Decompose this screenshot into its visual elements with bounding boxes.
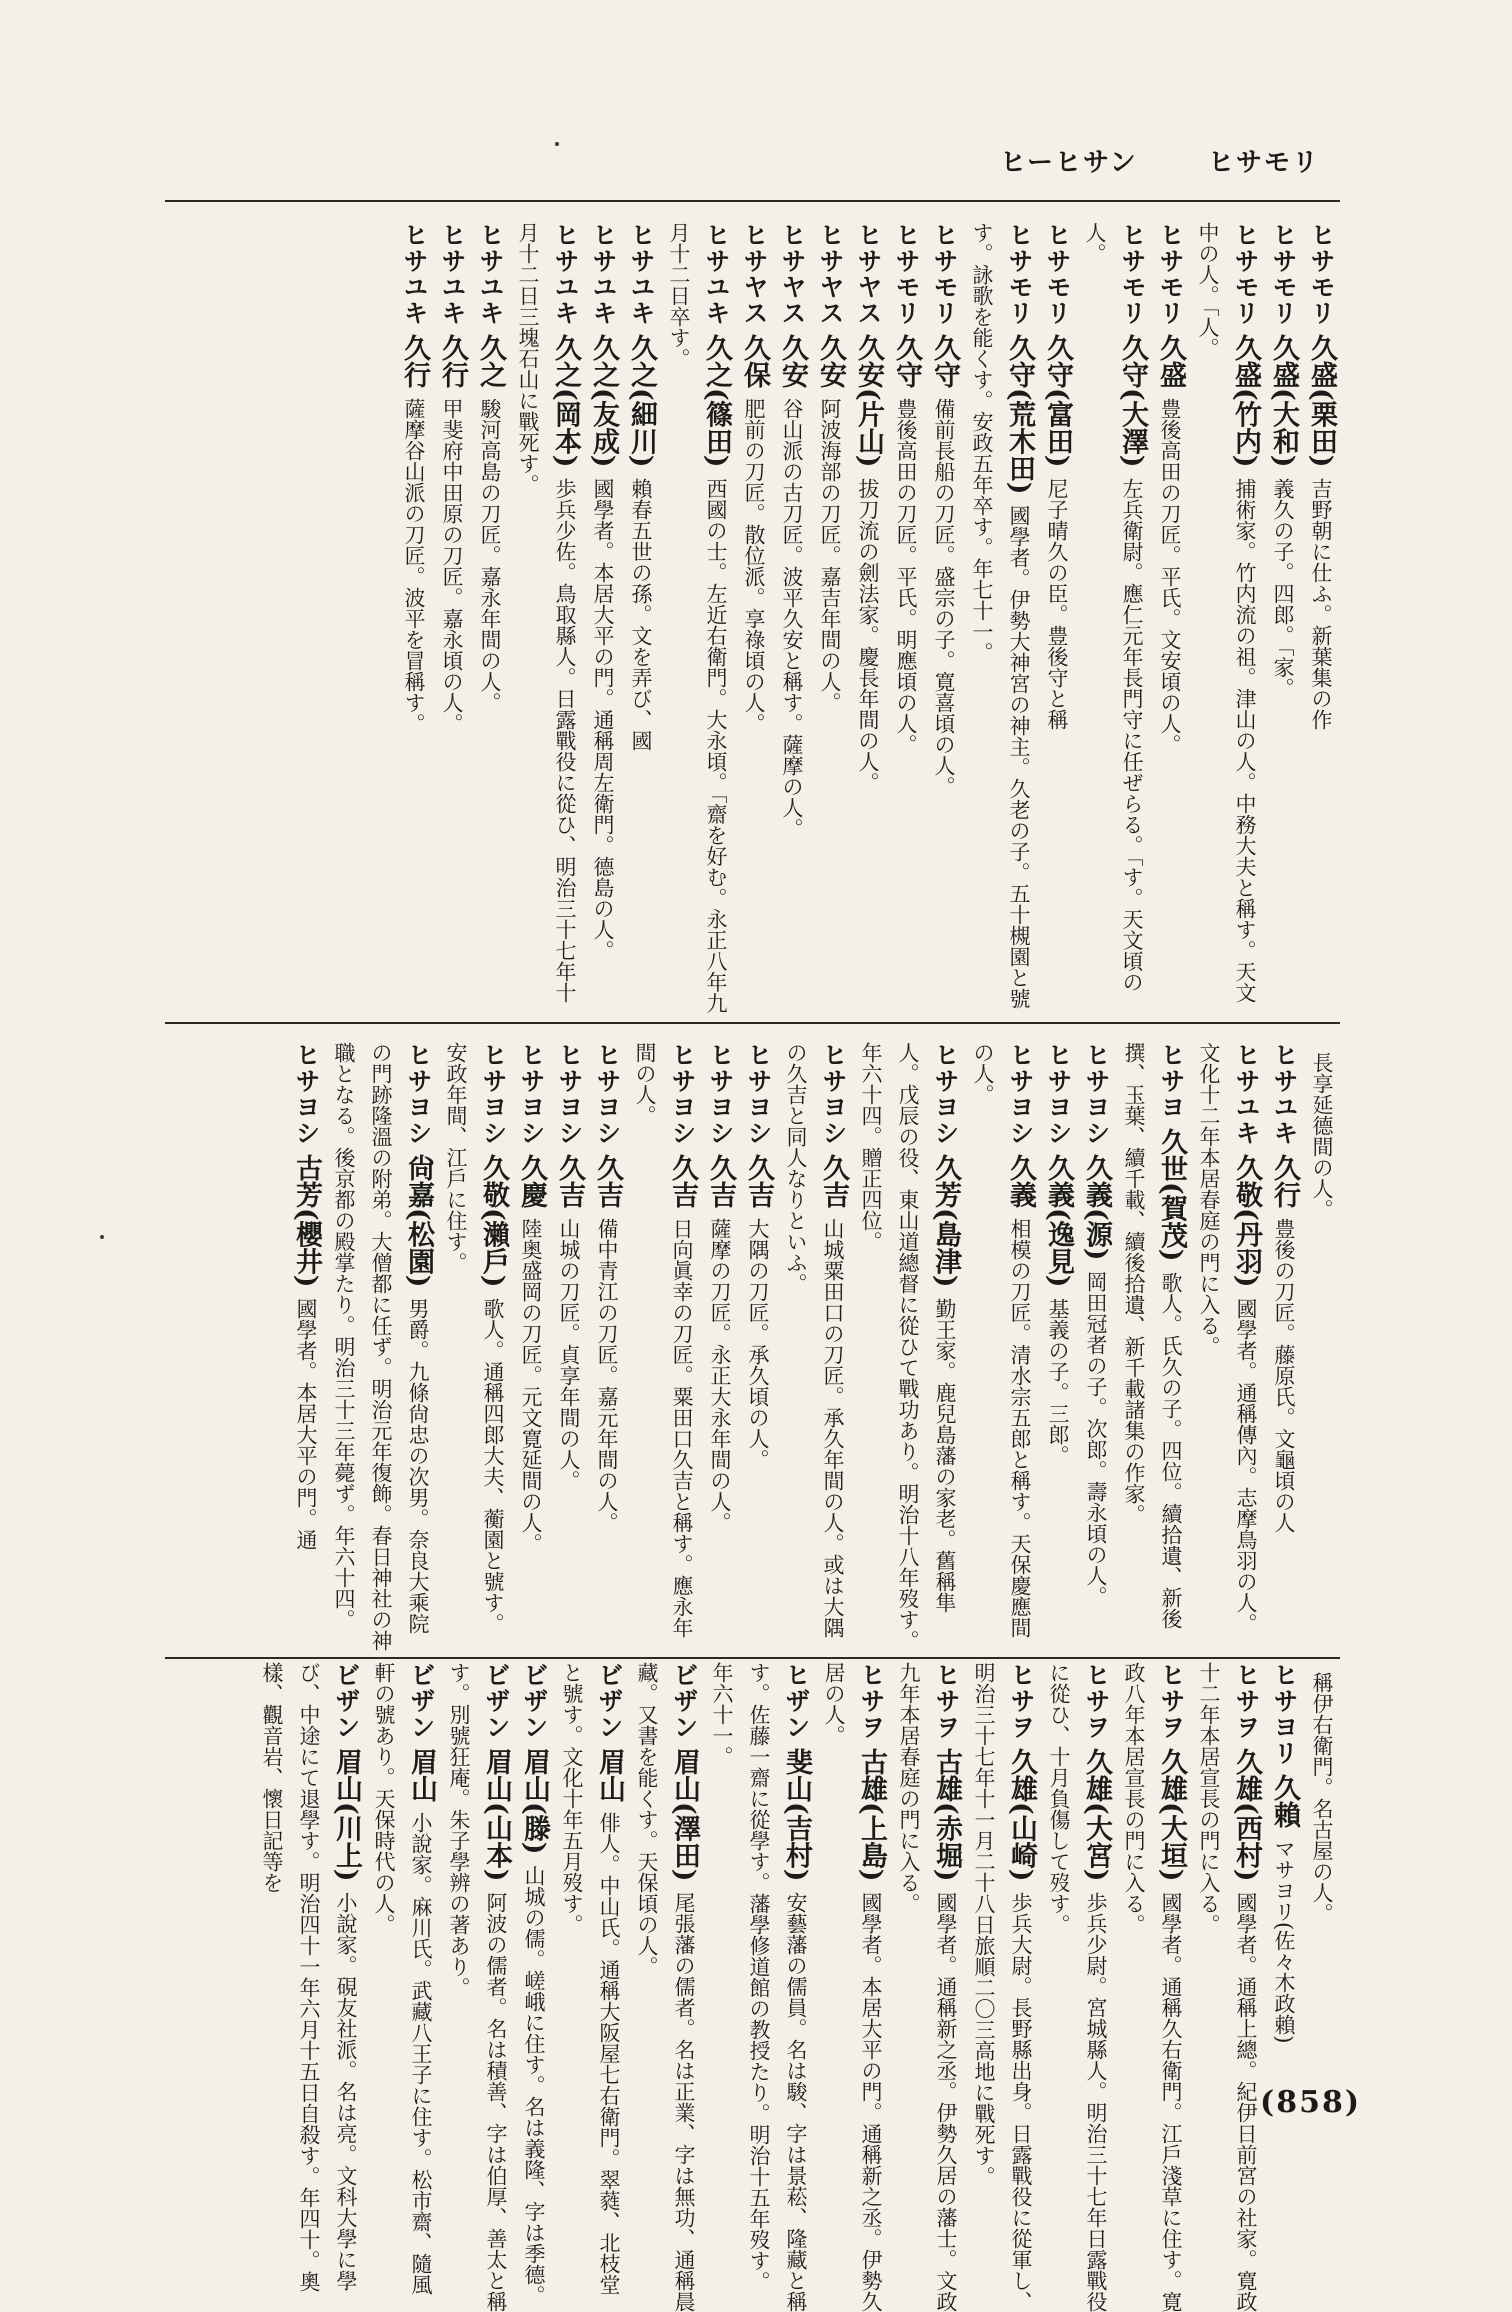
entry-description: 安藝藩の儒員。名は駿、字は景菘、隆藏と稱す。佐藤一齋に從學す。藩學修道館の教授たり。明治十五年歿す。年六十一。 — [710, 1662, 808, 2312]
entry-name: 久慶 — [516, 1154, 547, 1208]
entry-reading: ヒサヨシ — [819, 1042, 848, 1146]
entry-name: 久安(片山) — [853, 334, 884, 468]
entry-name: 久義(逸見) — [1043, 1154, 1074, 1288]
dictionary-entry — [1265, 1662, 1303, 2312]
dictionary-entry — [1264, 222, 1302, 1017]
entry-reading: ヒサユキ — [589, 222, 618, 326]
entry-description: 谷山派の古刀匠。波平久安と稱す。薩摩の人。 — [780, 398, 804, 839]
entry-reading: ヒサモリ — [1269, 222, 1298, 326]
entry-description: 小說家。硯友社派。名は亮。文科大學に學び、中途にて退學す。明治四十一年六月十五日自殺す。年四十。奧樣、觀音岩、懷日記等を — [260, 1662, 358, 2292]
entry-description: 豊後の刀匠。藤原氏。文龜頃の人 — [1272, 1218, 1296, 1533]
dictionary-entry — [701, 1042, 739, 1652]
entry-reading: ヒサユキ — [438, 222, 467, 326]
entry-description: 國學者。本居大平の門。通稱周左衛門。德島の人。 — [591, 477, 615, 961]
entry-name: 久吉 — [667, 1154, 698, 1208]
entry-name: 眉山(澤田) — [669, 1748, 700, 1882]
entry-description: 駿河高島の刀匠。嘉永年間の人。 — [478, 398, 502, 713]
entry-columns-top — [165, 222, 1340, 1017]
dictionary-entry — [660, 222, 735, 1017]
dictionary-entry — [1189, 222, 1264, 1017]
entry-reading: ヒサモリ — [930, 222, 959, 326]
print-speck — [100, 1235, 104, 1239]
dictionary-entry — [287, 1042, 325, 1652]
entry-name: 久盛(竹内) — [1230, 334, 1261, 468]
entry-reading: ヒサユキ — [1232, 1042, 1261, 1146]
entry-reading: ヒサヨシ — [744, 1042, 773, 1146]
dictionary-entry — [433, 222, 471, 1017]
entry-reading: ヒサヨリ — [1270, 1662, 1299, 1766]
entry-reading: ヒサヨシ — [517, 1042, 546, 1146]
entry-description: 薩摩谷山派の刀匠。波平を冒稱す。 — [402, 398, 426, 734]
text-band-top — [165, 222, 1340, 1017]
entry-reading: ビザン — [407, 1662, 436, 1740]
entry-description: 山城の刀匠。貞享年間の人。 — [557, 1218, 581, 1491]
entry-reading: ヒサヲ — [1232, 1662, 1261, 1740]
print-speck — [555, 142, 559, 146]
entry-name: 久吉 — [554, 1154, 585, 1208]
entry-reading: ヒサモリ — [1231, 222, 1260, 326]
band-divider-1 — [165, 1022, 1340, 1024]
entry-reading: ヒサユキ — [702, 222, 731, 326]
entry-name: 久雄(山崎) — [1006, 1748, 1037, 1882]
entry-description: 岡田冠者の子。次郎。壽永頃の人。 — [1084, 1270, 1108, 1607]
entry-reading: ヒサヨシ — [1082, 1042, 1111, 1146]
entry-name: 久吉 — [818, 1154, 849, 1208]
entry-description: 歌人。通稱四郎大夫、蘅園と號す。安政年間、江戶に住す。 — [444, 1042, 505, 1634]
dictionary-entry — [437, 1042, 512, 1652]
entry-description: 賴春五世の孫。文を弄び、國 — [629, 477, 653, 751]
entry-reading: ヒサユキ — [551, 222, 580, 326]
entry-reading: ヒサモリ — [1043, 222, 1072, 326]
entry-reading: ヒサヤス — [854, 222, 883, 326]
entry-name: 久安 — [777, 334, 808, 388]
dictionary-entry — [628, 1662, 703, 2312]
entry-reading: ヒサヨシ — [668, 1042, 697, 1146]
entry-name: 古雄(上島) — [856, 1748, 887, 1882]
entry-reading: ヒサユキ — [1270, 1042, 1299, 1146]
entry-name: 久盛(大和) — [1268, 334, 1299, 468]
dictionary-entry — [1076, 222, 1151, 1017]
entry-description: 國學者。伊勢大神宮の神主。久老の子。五十槻園と號す。詠歌を能くす。安政五年卒す。年七十一。 — [970, 222, 1031, 1009]
page-number: (858) — [1260, 2085, 1362, 2120]
entry-description: マサヨリ(佐々木政賴) — [1272, 1838, 1296, 2044]
entry-description: 備前長船の刀匠。盛宗の子。寛喜頃の人。 — [932, 398, 956, 797]
dictionary-entry — [1303, 1042, 1340, 1652]
entry-reading: ヒサモリ — [1005, 222, 1034, 326]
entry-reading: ヒサヲ — [857, 1662, 886, 1740]
dictionary-entry — [512, 1042, 550, 1652]
entry-description: 稱伊右衛門。名古屋の人。 — [1310, 1672, 1334, 1924]
entry-reading: ヒサヤス — [778, 222, 807, 326]
dictionary-entry — [395, 222, 433, 1017]
dictionary-entry — [815, 1662, 890, 2312]
entry-name: 眉山 — [406, 1748, 437, 1802]
entry-reading: ビザン — [520, 1662, 549, 1740]
page-header — [1000, 140, 1320, 180]
dictionary-entry — [963, 222, 1038, 1017]
entry-description: 長享延德間の人。 — [1310, 1052, 1334, 1220]
dictionary-entry — [626, 1042, 701, 1652]
entry-name: 久雄(西村) — [1231, 1748, 1262, 1882]
entry-reading: ヒサヲ — [1007, 1662, 1036, 1740]
entry-name: 久守(大澤) — [1117, 334, 1148, 468]
entry-reading: ヒサモリ — [1307, 222, 1336, 326]
band-divider-2 — [165, 1657, 1340, 1659]
entry-description: 歌人。氏久の子。四位。續拾遺、新後撰、玉葉、續千載、續後拾遺、新千載諸集の作家。 — [1122, 1042, 1183, 1629]
entry-reading: ビザン — [595, 1662, 624, 1740]
dictionary-entry — [471, 222, 509, 1017]
dictionary-entry — [703, 1662, 815, 2312]
entry-reading: ヒサヨシ — [931, 1042, 960, 1146]
entry-name: 久保 — [739, 334, 770, 388]
dictionary-entry — [440, 1662, 515, 2312]
entry-name: 久敬(丹羽) — [1231, 1154, 1262, 1288]
dictionary-entry — [1039, 1042, 1077, 1652]
entry-name: 眉山 — [594, 1748, 625, 1802]
dictionary-entry — [588, 1042, 626, 1652]
dictionary-entry — [553, 1662, 628, 2312]
dictionary-entry — [1303, 1662, 1340, 2312]
entry-name: 久義(源) — [1081, 1154, 1112, 1261]
dictionary-entry — [1115, 1662, 1190, 2312]
entry-description: 尼子晴久の臣。豊後守と稱 — [1045, 477, 1069, 730]
entry-name: 眉山(山本) — [481, 1748, 512, 1882]
dictionary-entry — [777, 1042, 852, 1652]
entry-name: 久雄(大垣) — [1156, 1748, 1187, 1882]
entry-name: 久吉 — [592, 1154, 623, 1208]
entry-description: 大隅の刀匠。承久頃の人。 — [746, 1218, 770, 1470]
entry-reading: ヒサモリ — [1156, 222, 1185, 326]
dictionary-entry — [773, 222, 811, 1017]
entry-name: 久芳(島津) — [930, 1154, 961, 1288]
entry-description: 歩兵少尉。宮城縣人。明治三十七年日露戰役に從ひ、十月負傷して歿す。 — [1047, 1662, 1108, 2312]
dictionary-entry — [1040, 1662, 1115, 2312]
entry-name: 久行 — [399, 334, 430, 388]
entry-description: 日向眞幸の刀匠。粟田口久吉と稱す。應永年間の人。 — [633, 1042, 694, 1638]
dictionary-entry — [739, 1042, 777, 1652]
entry-description: 小說家。麻川氏。武藏八王子に住す。松市齋、隨風軒の號あり。天保時代の人。 — [372, 1662, 433, 2295]
entry-reading: ヒサモリ — [892, 222, 921, 326]
entry-name: 久之(岡本) — [550, 334, 581, 468]
entry-name: 尙嘉(松園) — [403, 1154, 434, 1288]
entry-description: 甲斐府中田原の刀匠。嘉永頃の人。 — [440, 398, 464, 734]
entry-name: 久世(賀茂) — [1156, 1128, 1187, 1262]
entry-description: 薩摩の刀匠。永正大永年間の人。 — [708, 1218, 732, 1533]
entry-description: 歩兵少佐。鳥取縣人。日露戰役に從ひ、明治三十七年十月十二日三塊石山に戰死す。 — [516, 222, 577, 1003]
entry-name: 久之(友成) — [588, 334, 619, 468]
entry-reading: ビザン — [482, 1662, 511, 1740]
entry-reading: ヒサヨシ — [593, 1042, 622, 1146]
entry-name: 久敬(瀨戶) — [478, 1154, 509, 1288]
entry-description: 尾張藩の儒者。名は正業、字は無功、通稱晨藏。又書を能くす。天保頃の人。 — [635, 1662, 696, 2312]
entry-description: 山城粟田口の刀匠。承久年間の人。或は大隅の久吉と同人なりといふ。 — [784, 1042, 845, 1638]
entry-name: 久守 — [929, 334, 960, 388]
entry-description: 捕術家。竹内流の祖。津山の人。中務大夫と稱す。天文中の人。「人。 — [1196, 222, 1257, 1003]
dictionary-entry — [584, 222, 622, 1017]
entry-description: 相模の刀匠。清水宗五郎と稱す。天保慶應間の人。 — [971, 1042, 1032, 1638]
entry-reading: ヒサヲ — [932, 1662, 961, 1740]
entry-description: 吉野朝に仕ふ。新葉集の作 — [1309, 477, 1333, 730]
dictionary-entry — [325, 1042, 437, 1652]
entry-reading: ヒサヨ — [1157, 1042, 1186, 1120]
dictionary-entry — [1151, 222, 1189, 1017]
dictionary-entry — [1077, 1042, 1115, 1652]
entry-description: 歩兵大尉。長野縣出身。日露戰役に從軍し、明治三十七年十一月二十八日旅順二〇三高地に戰死す。 — [972, 1662, 1033, 2312]
dictionary-entry — [964, 1042, 1039, 1652]
entry-reading: ヒサヨシ — [292, 1042, 321, 1146]
entry-reading: ヒサヨシ — [555, 1042, 584, 1146]
dictionary-entry — [1190, 1662, 1265, 2312]
dictionary-entry — [550, 1042, 588, 1652]
entry-name: 久行 — [437, 334, 468, 388]
entry-reading: ヒサヲ — [1082, 1662, 1111, 1740]
entry-reading: ヒサヨシ — [1044, 1042, 1073, 1146]
entry-description: 勤王家。鹿兒島藩の家老。舊稱隼人。戊辰の役、東山道總督に從ひて戰功あり。明治十八年歿す。年六十四。贈正四位。 — [859, 1042, 957, 1651]
dictionary-entry — [852, 1042, 964, 1652]
dictionary-entry — [887, 222, 925, 1017]
dictionary-entry — [811, 222, 849, 1017]
dictionary-entry — [925, 222, 963, 1017]
entry-name: 久吉 — [743, 1154, 774, 1208]
entry-name: 眉山(滕) — [519, 1748, 550, 1855]
entry-description: 豊後高田の刀匠。平氏。文安頃の人。 — [1158, 398, 1182, 755]
entry-description: 國學者。通稱傳內。志摩鳥羽の人。文化十二年本居春庭の門に入る。 — [1197, 1042, 1258, 1634]
entry-name: 久盛(栗田) — [1306, 334, 1337, 468]
header-start-label: ヒサモリ — [1207, 147, 1320, 178]
entry-name: 久之(篠田) — [701, 334, 732, 468]
entry-reading: ヒサヨシ — [706, 1042, 735, 1146]
entry-name: 久守 — [891, 334, 922, 388]
entry-name: 久之 — [475, 334, 506, 388]
dictionary-entry — [1190, 1042, 1265, 1652]
entry-name: 久之(細川) — [626, 334, 657, 468]
dictionary-entry — [1302, 222, 1340, 1017]
entry-columns-middle — [165, 1042, 1340, 1652]
entry-reading: ヒサヨシ — [1006, 1042, 1035, 1146]
entry-name: 久雄(大宮) — [1081, 1748, 1112, 1882]
entry-description: 國學者。通稱久右衛門。江戶淺草に住す。寛政八年本居宣長の門に入る。 — [1122, 1662, 1183, 2312]
entry-name: 久賴 — [1269, 1774, 1300, 1828]
dictionary-entry — [509, 222, 584, 1017]
text-band-bottom — [165, 1662, 1340, 2312]
dictionary-entry — [849, 222, 887, 1017]
entry-name: 久吉 — [705, 1154, 736, 1208]
dictionary-entry — [1265, 1042, 1303, 1652]
dictionary-entry — [365, 1662, 440, 2312]
entry-name: 古雄(赤堀) — [931, 1748, 962, 1882]
entry-description: 義久の子。四郎。「家。 — [1271, 477, 1295, 699]
entry-description: 男爵。九條尙忠の次男。奈良大乘院の門跡隆溫の附弟。大僧都に任ず。明治元年復飾。春日神社の神職となる。後京都の殿掌たり。明治三十三年薨ず。年六十四。 — [332, 1042, 430, 1651]
entry-description: 基義の子。三郎。 — [1046, 1297, 1070, 1466]
entry-description: 左兵衛尉。應仁元年長門守に任ぜらる。「す。天文頃の人。 — [1083, 222, 1144, 993]
entry-reading: ヒサヲ — [1157, 1662, 1186, 1740]
entry-description: 國學者。通稱新之丞。伊勢久居の藩士。文政九年本居春庭の門に入る。 — [897, 1662, 958, 2312]
entry-name: 久行 — [1269, 1154, 1300, 1208]
entry-name: 久義 — [1005, 1154, 1036, 1208]
dictionary-entry — [1038, 222, 1076, 1017]
entry-description: 國學者。本居大平の門。通 — [294, 1297, 318, 1550]
entry-description: 肥前の刀匠。散位派。享祿頃の人。 — [742, 398, 766, 734]
entry-reading: ヒサヨシ — [479, 1042, 508, 1146]
entry-description: 拔刀流の劍法家。慶長年間の人。 — [856, 477, 880, 793]
entry-reading: ヒサユキ — [627, 222, 656, 326]
entry-description: 備中青江の刀匠。嘉元年間の人。 — [595, 1218, 619, 1533]
entry-name: 斐山(吉村) — [781, 1748, 812, 1882]
entry-description: 阿波海部の刀匠。嘉吉年間の人。 — [818, 398, 842, 713]
dictionary-entry — [890, 1662, 965, 2312]
entry-description: 阿波の儒者。名は積善、字は伯厚、善太と稱す。別號狂庵。朱子學辨の著あり。 — [447, 1662, 508, 2312]
entry-reading: ヒサヤス — [740, 222, 769, 326]
entry-columns-bottom — [165, 1662, 1340, 2312]
entry-reading: ヒサモリ — [1118, 222, 1147, 326]
entry-reading: ヒサヤス — [816, 222, 845, 326]
entry-description: 俳人。中山氏。通稱大阪屋七右衛門。翠蕤、北枝堂と號す。文化十年五月歿す。 — [560, 1662, 621, 2295]
entry-reading: ヒサユキ — [400, 222, 429, 326]
dictionary-entry — [622, 222, 660, 1017]
entry-description: 西國の士。左近右衛門。大永頃。「齋を好む。永正八年九月十二日卒す。 — [667, 222, 728, 1014]
entry-description: 國學者。本居大平の門。通稱新之丞。伊勢久居の人。 — [822, 1662, 883, 2312]
entry-name: 久守(荒木田) — [1004, 334, 1035, 495]
entry-name: 眉山(川上) — [331, 1748, 362, 1882]
entry-reading: ヒザン — [782, 1662, 811, 1740]
entry-description: 豊後高田の刀匠。平氏。明應頃の人。 — [894, 398, 918, 755]
entry-description: 陸奥盛岡の刀匠。元文寛延間の人。 — [519, 1218, 543, 1554]
dictionary-entry — [515, 1662, 553, 2312]
dictionary-entry — [1115, 1042, 1190, 1652]
entry-reading: ヒサヨシ — [404, 1042, 433, 1146]
entry-description: 國學者。通稱上總。紀伊日前宮の社家。寛政十二年本居宣長の門に入る。 — [1197, 1662, 1258, 2312]
entry-reading: ビザン — [332, 1662, 361, 1740]
entry-name: 古芳(櫻井) — [291, 1154, 322, 1288]
dictionary-entry — [735, 222, 773, 1017]
header-end-label: ヒーヒサン — [1000, 147, 1138, 178]
entry-name: 久盛 — [1155, 334, 1186, 388]
dictionary-entry — [253, 1662, 365, 2312]
entry-name: 久守(富田) — [1042, 334, 1073, 468]
entry-description: 山城の儒。嵯峨に住す。名は義隆、字は季德。 — [522, 1864, 546, 2306]
dictionary-entry — [965, 1662, 1040, 2312]
entry-name: 久安 — [815, 334, 846, 388]
entry-reading: ヒサユキ — [476, 222, 505, 326]
text-band-middle — [165, 1042, 1340, 1652]
entry-reading: ビザン — [670, 1662, 699, 1740]
